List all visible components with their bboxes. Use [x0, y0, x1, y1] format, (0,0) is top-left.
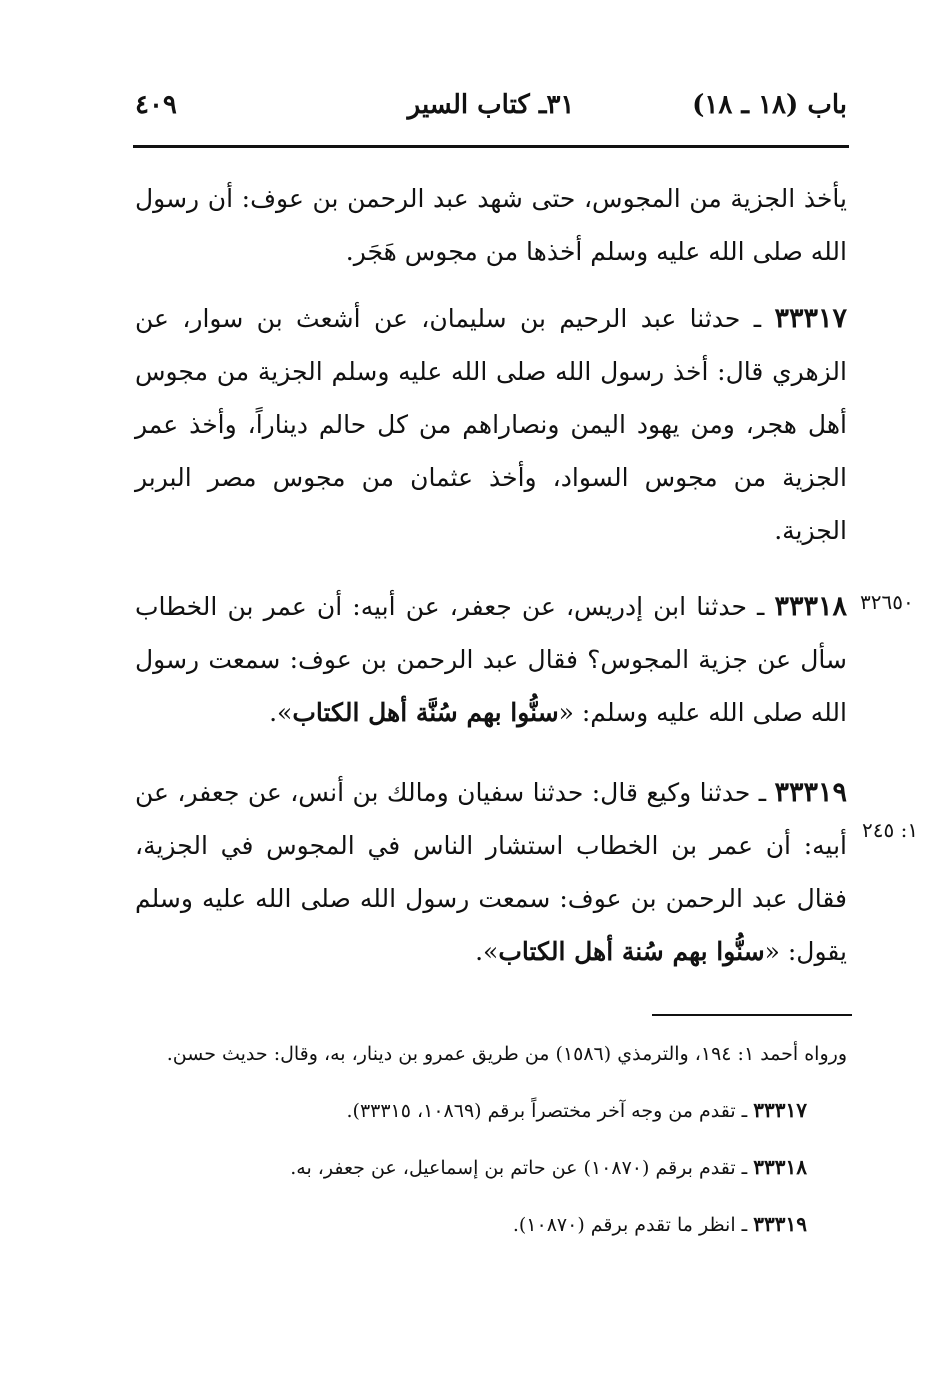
footnote-text: ـ تقدم برقم (١٠٨٧٠) عن حاتم بن إسماعيل، عن جعفر، به. — [290, 1157, 754, 1179]
footnote-number: ٣٣٣١٧ — [753, 1098, 807, 1122]
hadith-number: ٣٣٣١٧ — [774, 303, 847, 334]
footnote-rule — [652, 1014, 852, 1016]
footnotes — [135, 1032, 847, 1247]
paragraph-text: يأخذ الجزية من المجوس، حتى شهد عبد الرحمن بن عوف: أن رسول الله صلى الله عليه وسلم أخذها من مجوس هَجَر. — [135, 184, 847, 266]
hadith-quote: سنُّوا بهم سُنة أهل الكتاب — [498, 937, 765, 966]
page-number: ٤٠٩ — [135, 90, 177, 120]
footnote-item — [135, 1145, 847, 1190]
footnote-number: ٣٣٣١٩ — [753, 1212, 807, 1236]
footnote-continuation: ورواه أحمد ١: ١٩٤، والترمذي (١٥٨٦) من طريق عمرو بن دينار، به، وقال: حديث حسن. — [166, 1043, 847, 1065]
footnote-item — [135, 1088, 847, 1133]
hadith-number: ٣٣٣١٨ — [774, 591, 847, 622]
book-title: ٣١ـ كتاب السير — [407, 90, 575, 120]
chapter-title: باب (١٨ ـ ١٨) — [692, 90, 847, 120]
running-header — [135, 90, 847, 130]
hadith-quote-end: ». — [269, 698, 293, 727]
hadith-33318 — [135, 580, 847, 739]
hadith-text: ـ حدثنا ابن إدريس، عن جعفر، عن أبيه: أن عمر بن الخطاب سأل عن جزية المجوس؟ فقال عبد الرحمن بن عوف: سمعت رسول الله صلى الله عليه وسلم: « — [135, 592, 847, 727]
footnote-item — [135, 1202, 847, 1247]
margin-reference: ١: ٢٤٥ — [862, 818, 919, 842]
footnote-number: ٣٣٣١٨ — [753, 1155, 807, 1179]
hadith-33319 — [135, 766, 847, 978]
hadith-quote-end: ». — [475, 937, 499, 966]
hadith-number: ٣٣٣١٩ — [774, 777, 847, 808]
header-rule — [133, 145, 849, 148]
footnote-text: ـ انظر ما تقدم برقم (١٠٨٧٠). — [512, 1214, 754, 1236]
hadith-33317 — [135, 292, 847, 557]
hadith-text: ـ حدثنا عبد الرحيم بن سليمان، عن أشعث بن سوار، عن الزهري قال: أخذ رسول الله صلى الله عليه وسلم الجزية من مجوس أهل هجر، ومن يهود اليمن ونصاراهم من كل حالم ديناراً، وأخذ عمر الجزية من مجوس السواد، وأخذ عثمان من مجوس مصر البربر الجزية. — [135, 304, 847, 545]
margin-reference: ٣٢٦٥٠ — [860, 590, 914, 614]
footnote-text: ـ تقدم من وجه آخر مختصراً برقم (١٠٨٦٩، ٣٣٣١٥). — [346, 1100, 754, 1122]
paragraph-continuation — [135, 172, 847, 278]
hadith-quote: سنُّوا بهم سُنَّة أهل الكتاب — [292, 698, 559, 727]
hadith-text: ـ حدثنا وكيع قال: حدثنا سفيان ومالك بن أنس، عن جعفر، عن أبيه: أن عمر بن الخطاب استشار الناس في المجوس في الجزية، فقال عبد الرحمن بن عوف: سمعت رسول الله صلى الله عليه وسلم يقول: « — [135, 778, 847, 966]
